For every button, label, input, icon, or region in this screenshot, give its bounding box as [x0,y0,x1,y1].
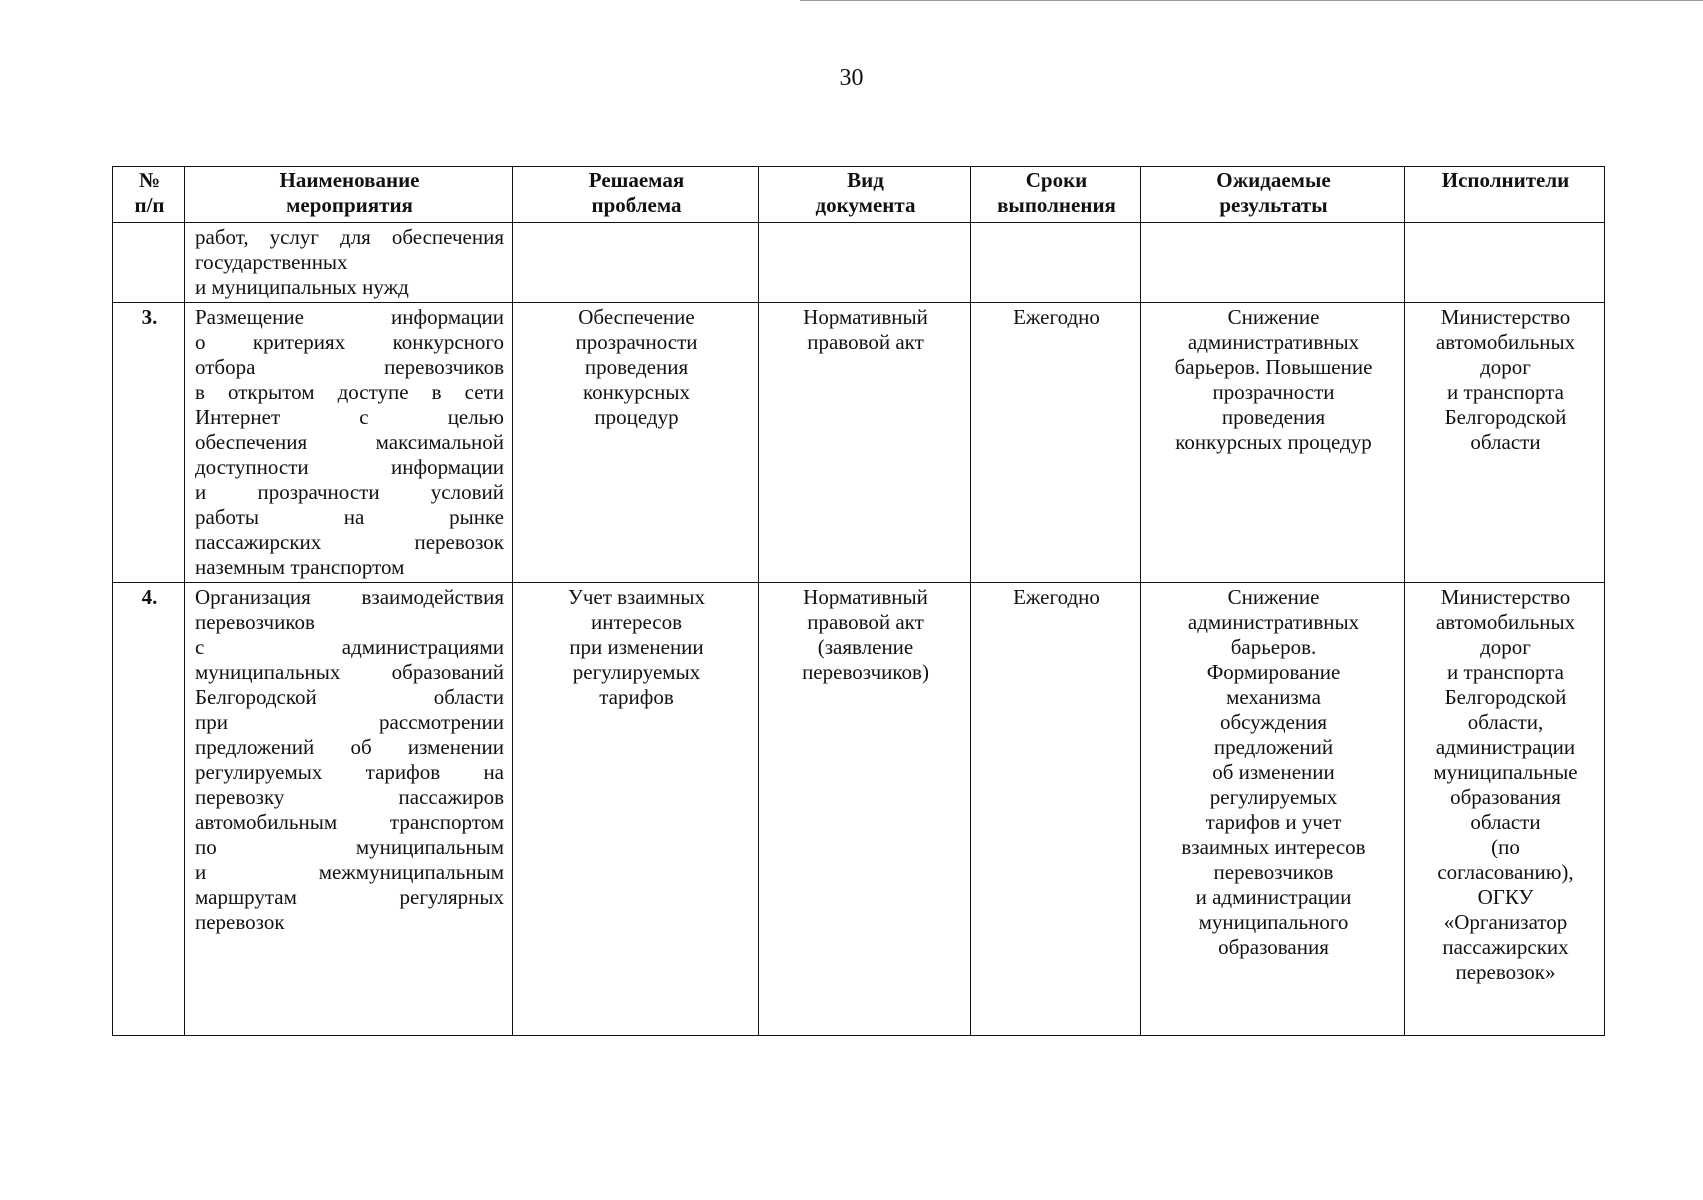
cell-problem-text: Обеспечение прозрачности проведения конкурсных процедур [575,305,698,429]
name-line: в открытом доступе в сети [195,380,504,404]
name-line: и муниципальных нужд [195,275,409,299]
cell-result [1141,583,1405,1036]
name-line: обеспечения максимальной [195,430,504,454]
header-term-text: Сроки выполнения [997,168,1116,217]
header-num-text: № п/п [134,168,165,217]
cell-doc [759,303,971,583]
cell-problem [513,583,759,1036]
name-line: и межмуниципальным [195,860,504,884]
name-line: регулируемых тарифов на [195,760,504,784]
header-doc [759,167,971,223]
header-exec-text: Исполнители [1441,168,1570,192]
header-result [1141,167,1405,223]
header-result-text: Ожидаемые результаты [1216,168,1331,217]
table-row [113,583,1605,1036]
name-line: государственных [195,250,348,274]
cell-num [113,223,185,303]
cell-num-text: 3. [141,305,158,329]
name-line: пассажирских перевозок [195,530,504,554]
table-row [113,223,1605,303]
name-line: и прозрачности условий [195,480,504,504]
header-name [185,167,513,223]
name-line: работ, услуг для обеспечения [195,225,504,249]
cell-doc [759,223,971,303]
cell-num [113,583,185,1036]
name-line: по муниципальным [195,835,504,859]
cell-name [185,583,513,1036]
cell-doc-text: Нормативный правовой акт [803,305,928,354]
name-line: Размещение информации [195,305,504,329]
name-line: Интернет с целью [195,405,504,429]
cell-term [971,303,1141,583]
name-line: доступности информации [195,455,504,479]
cell-num [113,303,185,583]
cell-result [1141,303,1405,583]
name-line: Организация взаимодействия [195,585,504,609]
header-num [113,167,185,223]
cell-term [971,223,1141,303]
name-line: о критериях конкурсного [195,330,504,354]
table-header [113,167,1605,223]
cell-exec-text: Министерство автомобильных дорог и транспорта Белгородской области, администрации муниципальные образования области (по согласованию), ОГКУ «Организатор пассажирских перевозок» [1433,585,1578,984]
name-line: с администрациями [195,635,504,659]
header-exec [1405,167,1605,223]
cell-doc-text: Нормативный правовой акт (заявление перевозчиков) [802,585,929,684]
name-line: перевозку пассажиров [195,785,504,809]
cell-problem [513,303,759,583]
header-doc-text: Вид документа [815,168,916,217]
name-line: маршрутам регулярных [195,885,504,909]
name-line: наземным транспортом [195,555,405,579]
cell-name-text [195,305,504,580]
name-line: Белгородской области [195,685,504,709]
header-row [113,167,1605,223]
cell-exec [1405,223,1605,303]
cell-name-text [195,585,504,935]
cell-name-text [195,225,504,300]
cell-doc [759,583,971,1036]
name-line: при рассмотрении [195,710,504,734]
header-problem-text: Решаемая проблема [588,168,685,217]
page-number: 30 [839,65,864,91]
cell-exec-text: Министерство автомобильных дорог и транспорта Белгородской области [1435,305,1576,454]
cell-term-text: Ежегодно [1013,585,1100,609]
name-line: автомобильным транспортом [195,810,504,834]
cell-term-text: Ежегодно [1013,305,1100,329]
cell-result-text: Снижение административных барьеров. Повышение прозрачности проведения конкурсных процедур [1174,305,1373,454]
cell-term [971,583,1141,1036]
name-line: муниципальных образований [195,660,504,684]
name-line: отбора перевозчиков [195,355,504,379]
cell-result-text: Снижение административных барьеров. Формирование механизма обсуждения предложений об изменении регулируемых тарифов и учет взаимных интересов перевозчиков и администрации муниципального образования [1181,585,1366,959]
table-body [113,223,1605,1036]
top-edge-rule [800,0,1703,1]
table-row [113,303,1605,583]
name-line: перевозчиков [195,610,315,634]
header-problem [513,167,759,223]
name-line: перевозок [195,910,285,934]
cell-name [185,303,513,583]
cell-result [1141,223,1405,303]
header-name-text: Наименование мероприятия [279,168,420,217]
cell-name [185,223,513,303]
cell-problem-text: Учет взаимных интересов при изменении регулируемых тарифов [567,585,706,709]
name-line: работы на рынке [195,505,504,529]
header-term [971,167,1141,223]
cell-exec [1405,303,1605,583]
cell-num-text: 4. [141,585,158,609]
cell-exec [1405,583,1605,1036]
cell-problem [513,223,759,303]
name-line: предложений об изменении [195,735,504,759]
measures-table [112,166,1605,1036]
